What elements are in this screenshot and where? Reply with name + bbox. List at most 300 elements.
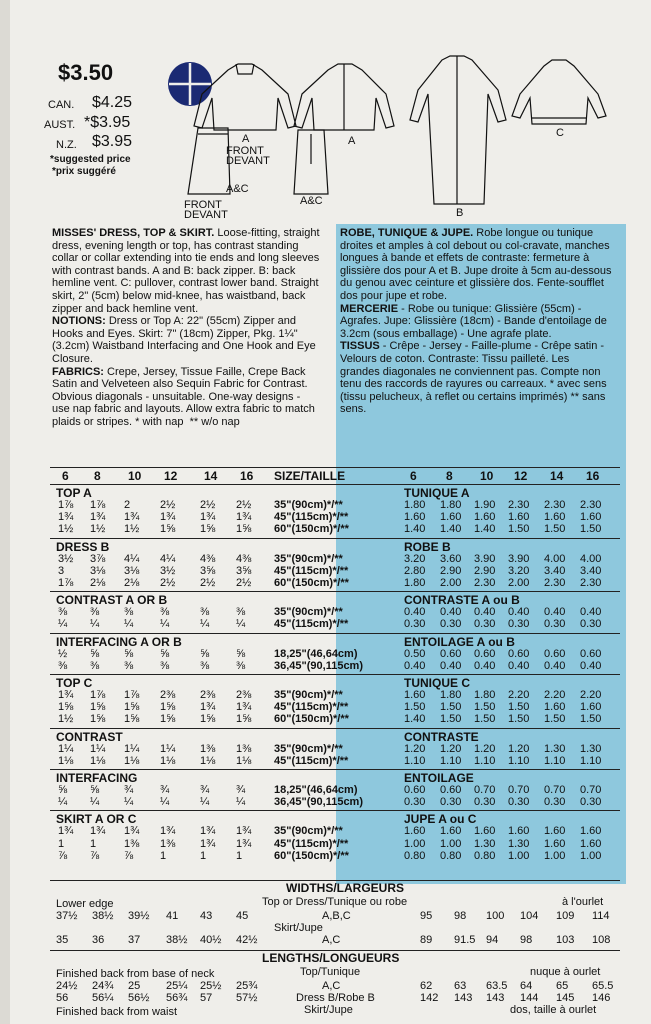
yardage-right-value: 1.60 — [440, 825, 462, 838]
yardage-left-value: 2½ — [160, 499, 176, 511]
width-value-cm: 94 — [486, 934, 499, 946]
yardage-right-value: 1.40 — [474, 523, 496, 536]
length-value-in: 57 — [200, 992, 213, 1004]
yardage-left-value: 1⅛ — [124, 754, 140, 767]
yardage-right-value: 3.20 — [404, 552, 426, 565]
french-description — [340, 227, 612, 416]
yardage-left-value: 1⅜ — [200, 742, 216, 755]
yardage-right-value: 0.30 — [440, 618, 462, 631]
yardage-right-value: 1.60 — [580, 825, 602, 838]
yardage-left-value: 1¾ — [90, 511, 106, 524]
yardage-left-value: 1½ — [90, 523, 106, 536]
yardage-left-value: ⅞ — [58, 849, 68, 862]
yardage-right-value: 3.90 — [508, 552, 530, 565]
yardage-left-value: ¼ — [200, 796, 210, 809]
yardage-left-value: 2½ — [200, 577, 216, 589]
width-value-in: 36 — [92, 934, 105, 946]
yardage-left-value: ⅝ — [200, 647, 210, 660]
yardage-left-value: ⅜ — [160, 606, 170, 619]
fabric-width: 36,45"(90,115cm) — [274, 659, 364, 672]
yardage-right-value: 1.60 — [404, 825, 426, 838]
section-label-fr: TUNIQUE A — [404, 486, 470, 500]
yardage-left-value: 2½ — [160, 577, 176, 589]
yardage-right-value: 1.30 — [544, 742, 566, 755]
yardage-left-value: 1¼ — [58, 742, 74, 755]
yardage-left-value: 1⅝ — [160, 713, 176, 726]
yardage-left-value: 1⅝ — [90, 701, 106, 714]
yardage-left-value: ¼ — [160, 618, 170, 631]
yardage-right-value: 1.80 — [404, 577, 426, 589]
length-value-cm: 143 — [486, 992, 505, 1004]
yardage-left-value: 1⅜ — [124, 837, 140, 850]
yardage-right-value: 3.20 — [508, 564, 530, 577]
yardage-right-value: 1.60 — [508, 825, 530, 838]
yardage-right-value: 3.40 — [544, 564, 566, 577]
lengths-ac-label: A,C — [322, 980, 341, 992]
fabric-width: 60"(150cm)*/** — [274, 577, 349, 589]
fabric-width: 60"(150cm)*/** — [274, 523, 349, 536]
yardage-right-value: 1.80 — [404, 499, 426, 511]
section-rule — [50, 810, 620, 811]
yardage-right-value: 2.30 — [544, 577, 566, 589]
length-value-cm: 144 — [520, 992, 539, 1004]
yardage-right-value: 2.30 — [580, 577, 602, 589]
yardage-right-value: 0.30 — [580, 618, 602, 631]
width-value-in: 39½ — [128, 910, 150, 922]
yardage-right-value: 1.60 — [580, 837, 602, 850]
yardage-right-value: 1.50 — [440, 701, 462, 714]
yardage-left-value: ¼ — [124, 618, 134, 631]
yardage-left-value: 3⅞ — [90, 552, 106, 565]
yardage-left-value: 1½ — [58, 523, 74, 536]
yardage-right-value: 0.60 — [440, 647, 462, 660]
drawing-label-c: C — [556, 127, 564, 139]
yardage-right-value: 1.60 — [508, 511, 530, 524]
width-value-in: 40½ — [200, 934, 222, 946]
yardage-left-value: 1⅝ — [160, 523, 176, 536]
width-value-in: 37 — [128, 934, 141, 946]
yardage-right-value: 1.60 — [544, 511, 566, 524]
wo-nap-note: ** w/o nap — [189, 415, 240, 428]
drawing-label-front: FRONT — [226, 145, 264, 157]
widths-heading: WIDTHS/LARGEURS — [286, 881, 404, 895]
mercerie-label: MERCERIE — [340, 302, 399, 315]
yardage-left-value: 1¾ — [200, 701, 216, 714]
fabric-width: 35"(90cm)*/** — [274, 552, 343, 565]
yardage-left-value: ⅜ — [160, 659, 170, 672]
yardage-right-value: 0.80 — [474, 849, 496, 862]
yardage-left-value: ⅞ — [124, 849, 134, 862]
length-value-in: 25 — [128, 980, 141, 992]
yardage-right-value: 0.50 — [404, 647, 426, 660]
fabric-width: 35"(90cm)*/** — [274, 689, 343, 701]
yardage-right-value: 2.30 — [474, 577, 496, 589]
yardage-left-value: 4¼ — [160, 552, 176, 565]
yardage-left-value: ⅝ — [90, 784, 100, 796]
size-left-8: 8 — [94, 469, 101, 483]
yardage-right-value: 1.50 — [474, 713, 496, 726]
yardage-right-value: 0.80 — [404, 849, 426, 862]
width-value-in: 45 — [236, 910, 249, 922]
section-rule — [50, 633, 620, 634]
yardage-left-value: ⅜ — [58, 606, 68, 619]
yardage-left-value: ¼ — [58, 618, 68, 631]
yardage-left-value: 3⅛ — [90, 564, 106, 577]
yardage-left-value: 3½ — [160, 564, 176, 577]
section-label-en: TOP A — [56, 486, 92, 500]
length-value-cm: 146 — [592, 992, 611, 1004]
fabrics-label: FABRICS: — [52, 365, 104, 378]
yardage-right-value: 1.40 — [404, 523, 426, 536]
nap-note: * with nap — [135, 415, 184, 428]
length-value-in: 24½ — [56, 980, 78, 992]
yardage-right-value: 0.70 — [544, 784, 566, 796]
yardage-left-value: 1⅞ — [58, 499, 74, 511]
fabric-width: 45"(115cm)*/** — [274, 754, 349, 767]
width-value-cm: 89 — [420, 934, 433, 946]
yardage-left-value: 1¾ — [58, 825, 74, 838]
yardage-right-value: 1.90 — [474, 499, 496, 511]
notions-label: NOTIONS: — [52, 315, 106, 328]
yardage-right-value: 3.90 — [474, 552, 496, 565]
yardage-left-value: 3⅛ — [124, 564, 140, 577]
yardage-right-value: 0.40 — [580, 606, 602, 619]
yardage-right-value: 1.30 — [580, 742, 602, 755]
yardage-right-value: 4.00 — [580, 552, 602, 565]
yardage-right-value: 1.20 — [440, 742, 462, 755]
yardage-left-value: ¼ — [160, 796, 170, 809]
fabric-width: 35"(90cm)*/** — [274, 825, 343, 838]
length-value-cm: 145 — [556, 992, 575, 1004]
yardage-right-value: 3.40 — [580, 564, 602, 577]
width-value-in: 41 — [166, 910, 179, 922]
yardage-right-value: 1.50 — [508, 713, 530, 726]
yardage-right-value: 1.60 — [404, 689, 426, 701]
yardage-right-value: 0.30 — [508, 618, 530, 631]
size-left-6: 6 — [62, 469, 69, 483]
yardage-right-value: 1.10 — [440, 754, 462, 767]
price-country-nz: N.Z. — [56, 139, 77, 151]
yardage-right-value: 0.70 — [474, 784, 496, 796]
yardage-right-value: 1.10 — [544, 754, 566, 767]
width-value-in: 37½ — [56, 910, 78, 922]
yardage-right-value: 1.80 — [474, 689, 496, 701]
yardage-left-value: 1⅝ — [124, 701, 140, 714]
yardage-left-value: 3⅝ — [236, 564, 252, 577]
dress-b-label: Dress B/Robe B — [296, 992, 375, 1004]
yardage-right-value: 0.70 — [580, 784, 602, 796]
yardage-left-value: ¼ — [236, 618, 246, 631]
yardage-right-value: 1.50 — [404, 701, 426, 714]
yardage-left-value: 1¾ — [90, 825, 106, 838]
yardage-left-value: 1¼ — [124, 742, 140, 755]
yardage-right-value: 0.60 — [440, 784, 462, 796]
yardage-left-value: 4⅜ — [200, 552, 216, 565]
width-value-cm: 103 — [556, 934, 575, 946]
yardage-left-value: ¼ — [90, 618, 100, 631]
yardage-left-value: 2½ — [236, 577, 252, 589]
fabric-width: 60"(150cm)*/** — [274, 713, 349, 726]
width-value-cm: 108 — [592, 934, 611, 946]
yardage-right-value: 0.40 — [508, 606, 530, 619]
drawing-label-devant-2: DEVANT — [184, 209, 228, 221]
yardage-left-value: 2½ — [200, 499, 216, 511]
yardage-right-value: 2.30 — [544, 499, 566, 511]
width-value-cm: 98 — [454, 910, 467, 922]
yardage-left-value: 2⅜ — [200, 689, 216, 701]
yardage-right-value: 1.50 — [544, 523, 566, 536]
yardage-left-value: 2⅛ — [124, 577, 140, 589]
yardage-left-value: 4⅜ — [236, 552, 252, 565]
yardage-right-value: 1.40 — [440, 523, 462, 536]
yardage-left-value: 2⅜ — [160, 689, 176, 701]
drawing-label-ac-back: A&C — [300, 195, 323, 207]
lengths-skirt-label: Skirt/Jupe — [304, 1004, 353, 1016]
width-value-cm: 109 — [556, 910, 575, 922]
yardage-right-value: 0.40 — [440, 659, 462, 672]
size-left-14: 14 — [204, 469, 218, 483]
yardage-right-value: 1.10 — [508, 754, 530, 767]
fabric-width: 35"(90cm)*/** — [274, 499, 343, 511]
yardage-right-value: 1.60 — [474, 825, 496, 838]
yardage-left-value: 1¾ — [124, 511, 140, 524]
fabric-width: 45"(115cm)*/** — [274, 511, 349, 524]
fabric-width: 18,25"(46,64cm) — [274, 647, 358, 660]
yardage-right-value: 2.20 — [544, 689, 566, 701]
ourlet-label: à l'ourlet — [562, 896, 604, 908]
section-label-fr: ROBE B — [404, 539, 451, 554]
fabric-width: 35"(90cm)*/** — [274, 742, 343, 755]
size-header: SIZE/TAILLE — [274, 469, 346, 483]
yardage-right-value: 1.50 — [544, 713, 566, 726]
left-edge — [0, 0, 10, 1024]
drawing-label-a-back: A — [348, 135, 356, 147]
yardage-left-value: ⅜ — [200, 659, 210, 672]
main-price: $3.50 — [58, 60, 114, 85]
yardage-left-value: 1⅝ — [200, 523, 216, 536]
yardage-right-value: 0.40 — [474, 606, 496, 619]
yardage-right-value: 2.90 — [474, 564, 496, 577]
fb-waist-label: Finished back from waist — [56, 1006, 178, 1018]
yardage-left-value: 1¾ — [160, 825, 176, 838]
section-label-fr: TUNIQUE C — [404, 676, 470, 690]
yardage-left-value: ⅝ — [124, 647, 134, 660]
yardage-left-value: ⅜ — [124, 606, 134, 619]
mercerie-text: - Robe ou tunique: Glissière (55cm) - Agrafes. Jupe: Glissière (18cm) - Bande d'entoilage de 3.2cm (sous emballage) - Une agrafe plate. — [340, 302, 607, 340]
yardage-right-value: 1.50 — [580, 523, 602, 536]
yardage-right-value: 2.00 — [508, 577, 530, 589]
yardage-left-value: 1⅛ — [200, 754, 216, 767]
yardage-right-value: 1.60 — [580, 701, 602, 714]
size-right-14: 14 — [550, 469, 564, 483]
yardage-left-value: 1⅞ — [90, 499, 106, 511]
width-value-in: 42½ — [236, 934, 258, 946]
length-value-in: 56½ — [128, 992, 150, 1004]
yardage-right-value: 1.60 — [580, 511, 602, 524]
yardage-left-value: 1 — [236, 849, 243, 862]
section-label-fr: CONTRASTE — [404, 729, 479, 744]
yardage-right-value: 1.60 — [440, 511, 462, 524]
drawing-label-ac-front: A&C — [226, 183, 249, 195]
yardage-right-value: 1.80 — [440, 499, 462, 511]
price-value-can: $4.25 — [92, 94, 133, 111]
tissus-label: TISSUS — [340, 340, 380, 353]
yardage-left-value: 1⅜ — [160, 837, 176, 850]
width-value-cm: 114 — [592, 910, 610, 922]
yardage-right-value: 1.60 — [544, 701, 566, 714]
yardage-left-value: 1¾ — [58, 689, 74, 701]
section-label-en: TOP C — [56, 676, 93, 690]
yardage-right-value: 0.30 — [544, 618, 566, 631]
nuque-label: nuque à ourlet — [530, 966, 601, 978]
yardage-left-value: ⅜ — [124, 659, 134, 672]
yardage-left-value: 1 — [90, 837, 97, 850]
yardage-right-value: 0.40 — [404, 606, 426, 619]
yardage-right-value: 0.40 — [440, 606, 462, 619]
yardage-left-value: 1⅞ — [124, 689, 140, 701]
section-label-en: SKIRT A OR C — [56, 812, 137, 827]
yardage-right-value: 1.00 — [544, 849, 566, 862]
yardage-right-value: 0.30 — [474, 618, 496, 631]
yardage-right-value: 1.10 — [474, 754, 496, 767]
yardage-right-value: 2.80 — [404, 564, 426, 577]
yardage-left-value: 1⅝ — [90, 713, 106, 726]
yardage-left-value: 1¾ — [236, 837, 252, 850]
length-value-in: 56¾ — [166, 992, 188, 1004]
width-value-cm: 95 — [420, 910, 433, 922]
yardage-left-value: ⅜ — [58, 659, 68, 672]
yardage-right-value: 1.50 — [440, 713, 462, 726]
yardage-left-value: 3 — [58, 564, 65, 577]
yardage-right-value: 0.80 — [440, 849, 462, 862]
yardage-left-value: ¼ — [124, 796, 134, 809]
yardage-left-value: 1 — [200, 849, 207, 862]
yardage-right-value: 1.50 — [580, 713, 602, 726]
yardage-right-value: 0.40 — [544, 606, 566, 619]
widths-ac-label: A,C — [322, 934, 341, 946]
length-value-cm: 62 — [420, 980, 433, 992]
yardage-right-value: 1.60 — [474, 511, 496, 524]
length-value-in: 56 — [56, 992, 69, 1004]
yardage-left-value: ¾ — [160, 784, 170, 796]
size-right-16: 16 — [586, 469, 600, 483]
table-top-rule — [50, 467, 620, 468]
length-value-cm: 64 — [520, 980, 533, 992]
yardage-right-value: 1.10 — [580, 754, 602, 767]
yardage-right-value: 0.40 — [580, 659, 602, 672]
fabric-width: 45"(115cm)*/** — [274, 701, 349, 714]
yardage-right-value: 1.60 — [544, 825, 566, 838]
yardage-left-value: 3½ — [58, 552, 74, 565]
yardage-right-value: 0.40 — [474, 659, 496, 672]
fb-neck-label: Finished back from base of neck — [56, 968, 215, 980]
yardage-left-value: 1½ — [58, 713, 74, 726]
english-desc: Loose-fitting, straight dress, evening length or top, has contrast standing collar or collar extending into tie ends and long sleeves with contrast bands. A and B: back zipper. B: back hemline vent. C: pullover, contrast lower band. Straight skirt, 2" (5cm) below mid-knee, has waistband, back zipper and back hemline vent. — [52, 227, 320, 315]
yardage-left-value: 1¾ — [58, 511, 74, 524]
yardage-right-value: 0.40 — [404, 659, 426, 672]
length-value-in: 56¼ — [92, 992, 114, 1004]
yardage-left-value: 1⅞ — [58, 577, 74, 589]
yardage-right-value: 0.60 — [544, 647, 566, 660]
yardage-left-value: ⅝ — [58, 784, 68, 796]
yardage-left-value: 1⅛ — [90, 754, 106, 767]
drawing-label-front-2: FRONT — [184, 199, 222, 211]
yardage-left-value: 2 — [124, 499, 131, 511]
lengths-heading: LENGTHS/LONGUEURS — [262, 951, 400, 965]
size-left-10: 10 — [128, 469, 142, 483]
yardage-left-value: 1⅛ — [160, 754, 176, 767]
yardage-left-value: 2½ — [236, 499, 252, 511]
yardage-right-value: 0.30 — [440, 796, 462, 809]
section-rule — [50, 674, 620, 675]
yardage-right-value: 1.40 — [404, 713, 426, 726]
yardage-right-value: 2.30 — [508, 499, 530, 511]
fabric-width: 45"(115cm)*/** — [274, 564, 349, 577]
yardage-right-value: 0.60 — [580, 647, 602, 660]
section-label-en: CONTRAST — [56, 729, 123, 744]
section-label-en: CONTRAST A OR B — [56, 593, 168, 608]
price-note-en: *suggested price — [50, 154, 131, 165]
price-value-nz: $3.95 — [92, 133, 133, 150]
width-value-cm: 91.5 — [454, 934, 476, 946]
yardage-right-value: 1.60 — [404, 511, 426, 524]
yardage-left-value: 1 — [58, 837, 65, 850]
drawing-label-b: B — [456, 207, 464, 219]
yardage-right-value: 1.50 — [474, 701, 496, 714]
yardage-left-value: 1⅛ — [58, 754, 74, 767]
yardage-right-value: 1.10 — [404, 754, 426, 767]
yardage-right-value: 0.40 — [508, 659, 530, 672]
french-heading: ROBE, TUNIQUE & JUPE. — [340, 227, 474, 239]
fabric-width: 35"(90cm)*/** — [274, 606, 343, 619]
dos-taille-label: dos, taille à ourlet — [510, 1004, 597, 1016]
fabric-width: 45"(115cm)*/** — [274, 837, 349, 850]
tissus-text: - Crêpe - Jersey - Faille-plume - Crêpe satin - Velours de coton. Contraste: Tissu pailleté. Les grandes diagonales ne conviennent pas. Compte non tenu des raccords de rayures ou carreaux. * avec sens (tissu pelucheux, à reflet ou certains imprimés) ** sans sens. — [340, 340, 607, 416]
fabric-width: 60"(150cm)*/** — [274, 849, 349, 862]
size-right-10: 10 — [480, 469, 494, 483]
yardage-right-value: 1.20 — [474, 742, 496, 755]
yardage-right-value: 2.30 — [580, 499, 602, 511]
section-label-fr: JUPE A ou C — [404, 812, 477, 827]
yardage-left-value: 1⅝ — [160, 701, 176, 714]
width-value-cm: 98 — [520, 934, 533, 946]
yardage-right-value: 0.30 — [544, 796, 566, 809]
length-value-cm: 63 — [454, 980, 467, 992]
yardage-left-value: 1¾ — [200, 837, 216, 850]
yardage-right-value: 1.50 — [508, 701, 530, 714]
yardage-right-value: 0.60 — [404, 784, 426, 796]
yardage-right-value: 1.00 — [440, 837, 462, 850]
section-label-fr: ENTOILAGE A ou B — [404, 634, 515, 649]
yardage-right-value: 1.30 — [474, 837, 496, 850]
yardage-left-value: ¼ — [236, 796, 246, 809]
size-left-12: 12 — [164, 469, 178, 483]
fabric-width: 45"(115cm)*/** — [274, 618, 349, 631]
yardage-left-value: 2⅛ — [90, 577, 106, 589]
widths-skirt-label: Skirt/Jupe — [274, 922, 323, 934]
english-heading: MISSES' DRESS, TOP & SKIRT. — [52, 227, 215, 239]
drawing-label-a-front: A — [242, 133, 250, 145]
yardage-left-value: 1⅝ — [236, 713, 252, 726]
yardage-left-value: 1⅝ — [200, 713, 216, 726]
yardage-left-value: ⅞ — [90, 849, 100, 862]
yardage-right-value: 1.00 — [508, 849, 530, 862]
top-tunique-label: Top/Tunique — [300, 966, 361, 978]
yardage-right-value: 1.00 — [404, 837, 426, 850]
fabrics-text: Crepe, Jersey, Tissue Faille, Crepe Back Satin and Velveteen also Sequin Fabric for Contrast. Obvious diagonals - unsuitable. One-way designs - use nap fabric and layouts. Allow extra fabric to match plaids or stripes. — [52, 365, 315, 428]
width-value-in: 43 — [200, 910, 213, 922]
section-rule — [50, 484, 620, 485]
